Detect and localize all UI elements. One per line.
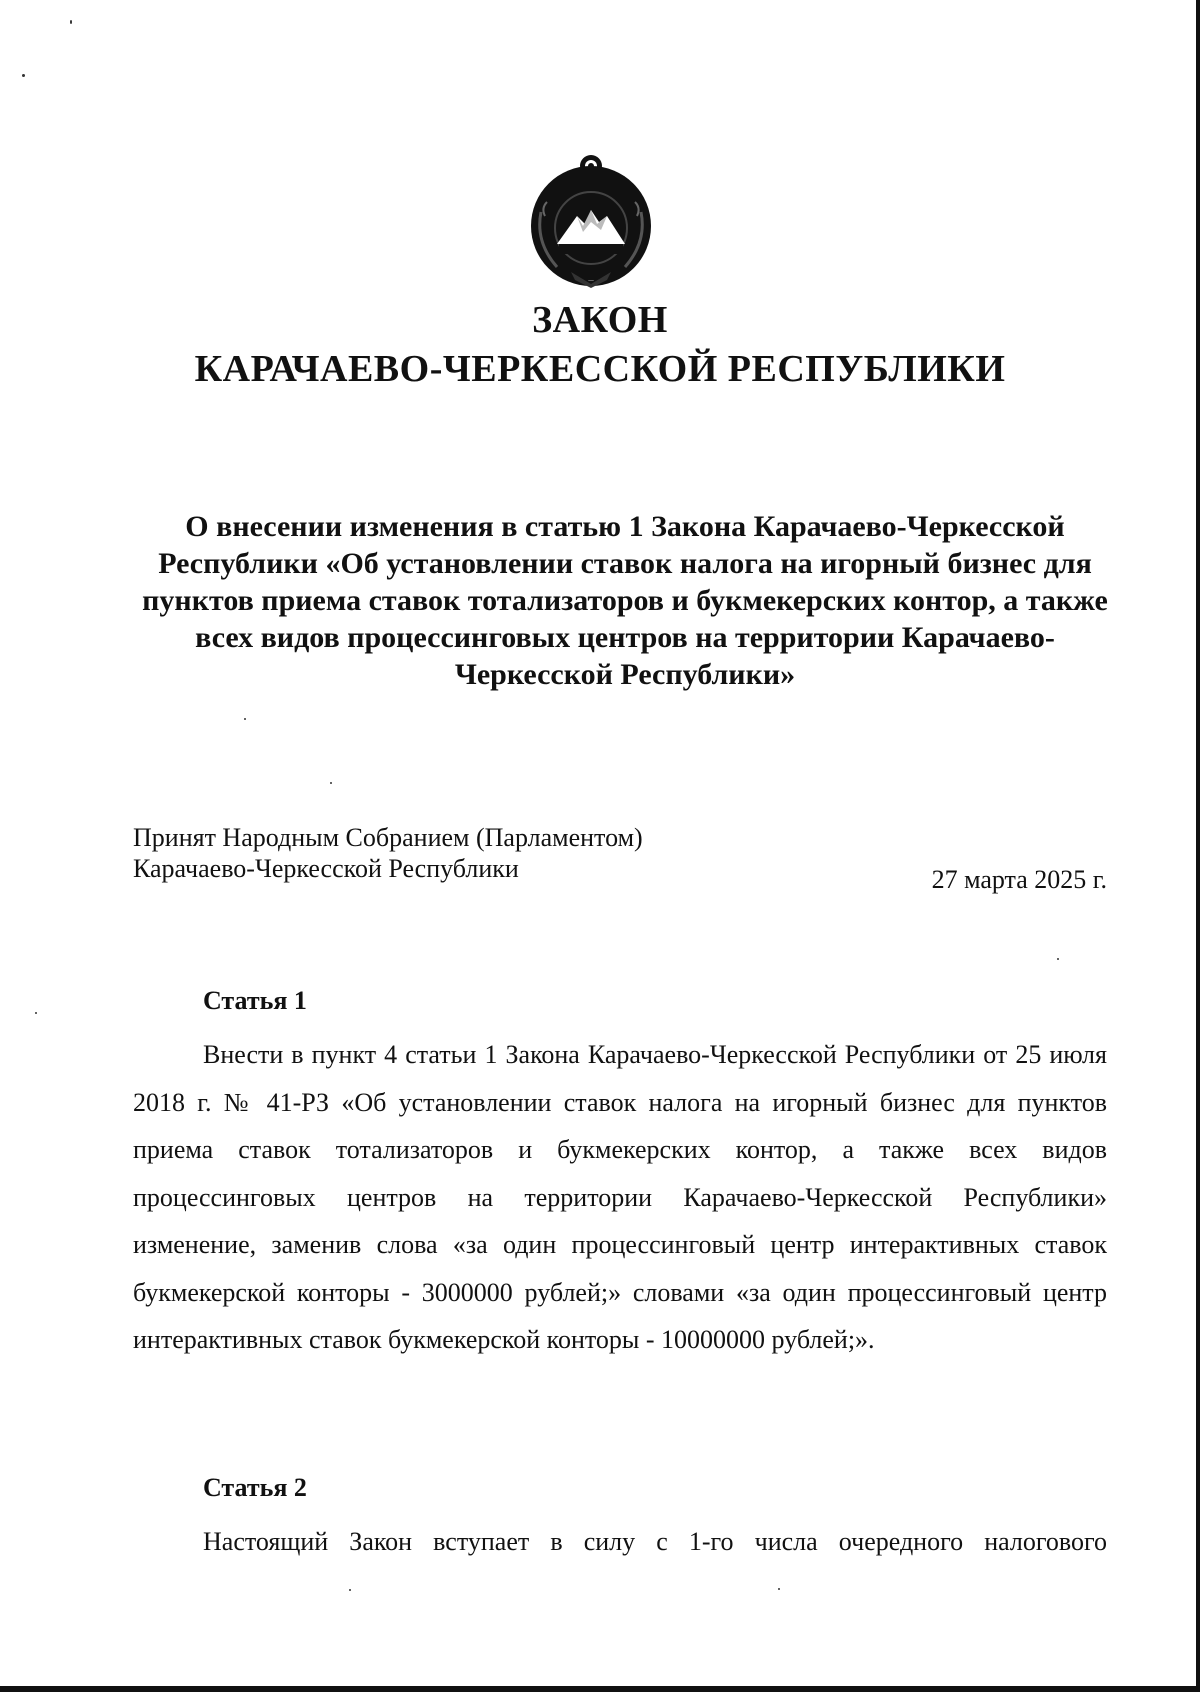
republic-name-title: КАРАЧАЕВО-ЧЕРКЕССКОЙ РЕСПУБЛИКИ <box>194 348 1006 390</box>
adoption-statement <box>133 822 643 884</box>
article-2-heading: Статья 2 <box>203 1473 307 1502</box>
svg-text:—: — <box>588 277 594 284</box>
article-1-text: Внести в пункт 4 статьи 1 Закона Карачаево-Черкесской Республики от 25 июля 2018 г. № 41-РЗ «Об установлении ставок налога на игорный бизнес для пунктов приема ставок тотализаторов и букмекерских контор, а также всех видов процессинговых центров на территории Карачаево-Черкесской Республики» изменение, заменив слова «за один процессинговый центр интерактивных ставок букмекерской конторы - 3000000 рублей;» словами «за один процессинговый центр интерактивных ставок букмекерской конторы - 10000000 рублей;». <box>133 1040 1107 1354</box>
scan-speck <box>35 1012 37 1014</box>
law-subject-heading: О внесении изменения в статью 1 Закона Карачаево-Черкесской Республики «Об установлении ставок налога на игорный бизнес для пунктов приема ставок тотализаторов и букмекерских контор, а также всех видов процессинговых центров на территории Карачаево-Черкесской Республики» <box>142 510 1108 691</box>
scan-speck <box>778 1588 780 1590</box>
article-1-heading: Статья 1 <box>203 986 307 1015</box>
law-title: ЗАКОН <box>532 299 668 341</box>
scan-bottom-edge <box>0 1686 1200 1692</box>
scan-speck <box>70 20 72 24</box>
scan-speck <box>22 74 25 77</box>
scan-right-edge <box>1196 0 1200 1692</box>
scan-speck <box>1057 958 1059 960</box>
adoption-line-1: Принят Народным Собранием (Парламентом) <box>133 823 643 852</box>
republic-coat-of-arms-icon <box>527 152 655 290</box>
adoption-line-2: Карачаево-Черкесской Республики <box>133 854 519 883</box>
adoption-date: 27 марта 2025 г. <box>931 865 1107 894</box>
article-2-text: Настоящий Закон вступает в силу с 1-го числа очередного налогового <box>203 1527 1107 1556</box>
scan-speck <box>330 782 332 784</box>
scan-speck <box>244 718 246 720</box>
scan-speck <box>349 1589 351 1591</box>
